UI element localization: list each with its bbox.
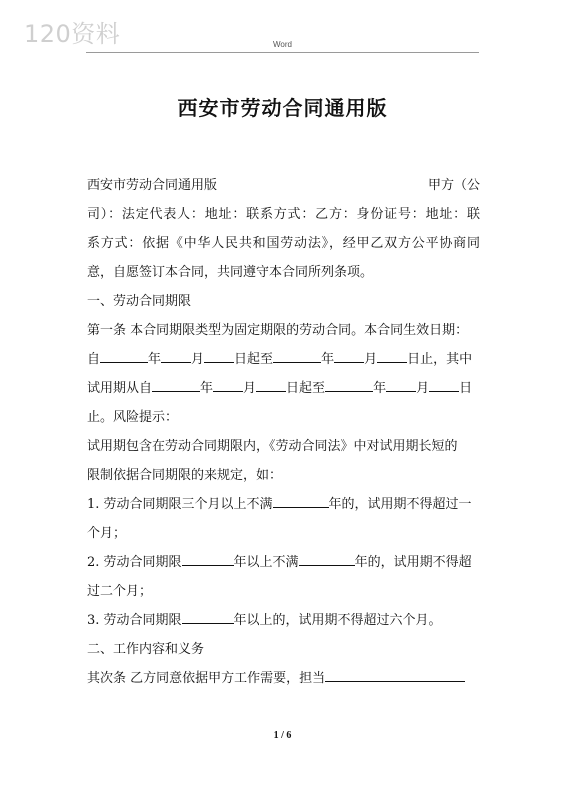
blank-field <box>386 377 416 392</box>
paragraph-line <box>87 171 480 200</box>
paragraph-line: 意，自愿签订本合同，共同遵守本合同所列条项。 <box>87 265 374 280</box>
page-number: 1 / 6 <box>273 730 292 741</box>
list-item: 1. 劳动合同期限三个月以上不满 年的，试用期不得超过一 <box>87 490 480 519</box>
blank-field <box>152 377 200 392</box>
blank-field <box>299 551 355 566</box>
blank-field <box>325 377 373 392</box>
blank-field <box>273 493 329 508</box>
document-body <box>87 171 480 693</box>
header-label: Word <box>273 40 292 49</box>
paragraph-line: 第一条 本合同期限类型为固定期限的劳动合同。本合同生效日期： <box>87 323 469 338</box>
paragraph-line: 个月； <box>87 526 127 541</box>
section-heading: 二、工作内容和义务 <box>87 642 205 657</box>
blank-field <box>256 377 286 392</box>
paragraph-line: 过二个月； <box>87 584 153 599</box>
blank-field <box>429 377 459 392</box>
date-line: 试用期从自 年 月 日起至 年 月 日 <box>87 374 480 403</box>
blank-field <box>334 348 364 363</box>
header-divider <box>86 52 479 53</box>
blank-field <box>204 348 234 363</box>
paragraph-line: 司）：法定代表人：地址：联系方式：乙方：身份证号：地址：联 <box>87 207 480 222</box>
party-a-text: 甲方（公 <box>427 178 480 193</box>
doc-name-text: 西安市劳动合同通用版 <box>87 178 218 193</box>
blank-field <box>213 377 243 392</box>
document-title: 西安市劳动合同通用版 <box>177 96 388 120</box>
date-line: 自 年 月 日起至 年 月 日止，其中 <box>87 345 480 374</box>
list-item: 3. 劳动合同期限 年以上的，试用期不得超过六个月。 <box>87 606 480 635</box>
blank-field <box>161 348 191 363</box>
paragraph-line: 试用期包含在劳动合同期限内，《劳动合同法》中对试用期长短的 <box>87 439 458 454</box>
list-item: 2. 劳动合同期限 年以上不满 年的，试用期不得超 <box>87 548 480 577</box>
blank-field <box>325 667 465 682</box>
paragraph-line: 其次条 乙方同意依据甲方工作需要，担当 <box>87 664 480 693</box>
blank-field <box>273 348 321 363</box>
section-heading: 一、劳动合同期限 <box>87 294 192 309</box>
paragraph-line: 限制依据合同期限的来规定，如： <box>87 468 283 483</box>
blank-field <box>377 348 407 363</box>
blank-field <box>182 609 234 624</box>
watermark: 120资料 <box>24 20 121 48</box>
paragraph-line: 止。风险提示： <box>87 410 179 425</box>
paragraph-line: 系方式：依据《中华人民共和国劳动法》，经甲乙双方公平协商同 <box>87 236 480 251</box>
blank-field <box>182 551 234 566</box>
blank-field <box>100 348 148 363</box>
